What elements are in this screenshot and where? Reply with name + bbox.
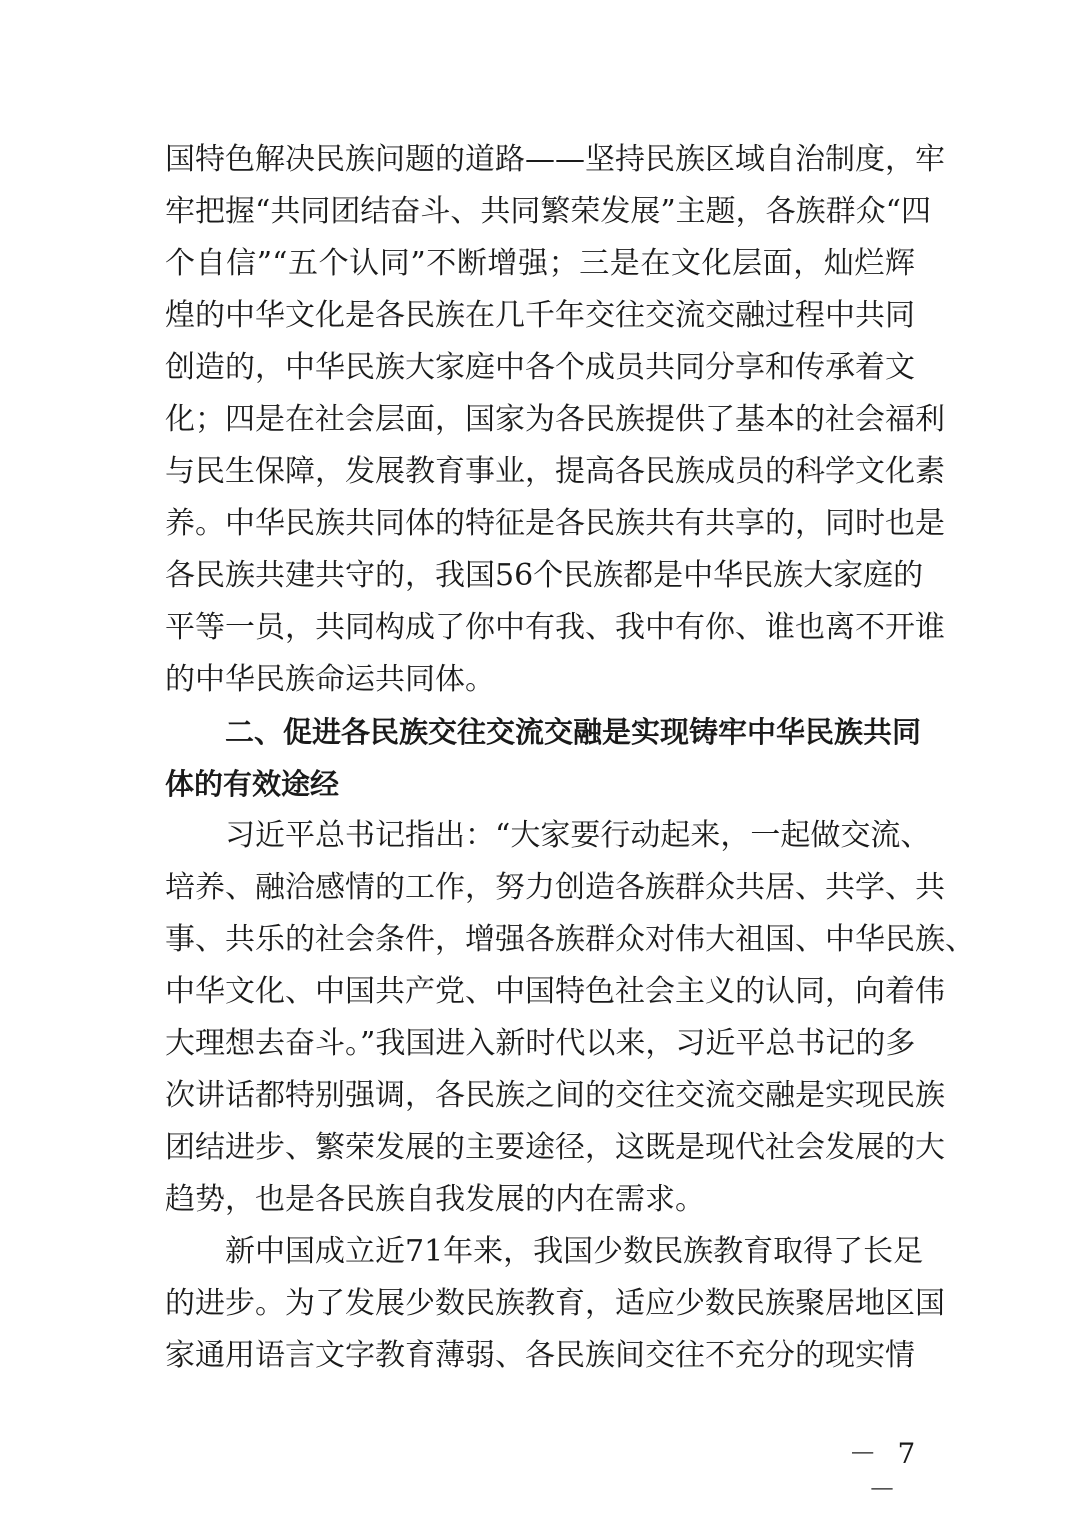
paragraph-line: 中华文化、中国共产党、中国特色社会主义的认同，向着伟 (165, 974, 945, 1009)
paragraph-line: 大理想去奋斗。”我国进入新时代以来，习近平总书记的多 (165, 1026, 916, 1061)
paragraph-line: 养。中华民族共同体的特征是各民族共有共享的，同时也是 (165, 506, 945, 541)
paragraph-line: 趋势，也是各民族自我发展的内在需求。 (165, 1182, 705, 1217)
paragraph-line: 家通用语言文字教育薄弱、各民族间交往不充分的现实情 (165, 1338, 915, 1373)
paragraph-line: 牢把握“共同团结奋斗、共同繁荣发展”主题，各族群众“四 (165, 194, 932, 229)
paragraph-line: 化；四是在社会层面，国家为各民族提供了基本的社会福利 (165, 402, 945, 437)
paragraph-line: 的进步。为了发展少数民族教育，适应少数民族聚居地区国 (165, 1286, 945, 1321)
paragraph-line: 事、共乐的社会条件，增强各族群众对伟大祖国、中华民族、 (165, 922, 975, 957)
paragraph-line: 创造的，中华民族大家庭中各个成员共同分享和传承着文 (165, 350, 915, 385)
section-heading: 体的有效途经 (165, 767, 340, 801)
page-number: － 7 － (848, 1437, 922, 1506)
paragraph-line: 新中国成立近71年来，我国少数民族教育取得了长足 (225, 1234, 924, 1269)
paragraph-line: 培养、融洽感情的工作，努力创造各族群众共居、共学、共 (165, 870, 945, 905)
paragraph-line: 次讲话都特别强调，各民族之间的交往交流交融是实现民族 (165, 1078, 945, 1113)
paragraph-line: 国特色解决民族问题的道路——坚持民族区域自治制度，牢 (165, 142, 945, 177)
paragraph-line: 的中华民族命运共同体。 (165, 662, 495, 697)
paragraph-line: 各民族共建共守的，我国56个民族都是中华民族大家庭的 (165, 558, 924, 593)
paragraph-line: 个自信”“五个认同”不断增强；三是在文化层面，灿烂辉 (165, 246, 915, 281)
section-heading: 二、促进各民族交往交流交融是实现铸牢中华民族共同 (225, 715, 922, 749)
paragraph-line: 平等一员，共同构成了你中有我、我中有你、谁也离不开谁 (165, 610, 945, 645)
paragraph-line: 煌的中华文化是各民族在几千年交往交流交融过程中共同 (165, 298, 915, 333)
paragraph-line: 与民生保障，发展教育事业，提高各民族成员的科学文化素 (165, 454, 945, 489)
paragraph-line: 习近平总书记指出：“大家要行动起来，一起做交流、 (225, 818, 931, 853)
paragraph-line: 团结进步、繁荣发展的主要途径，这既是现代社会发展的大 (165, 1130, 945, 1165)
